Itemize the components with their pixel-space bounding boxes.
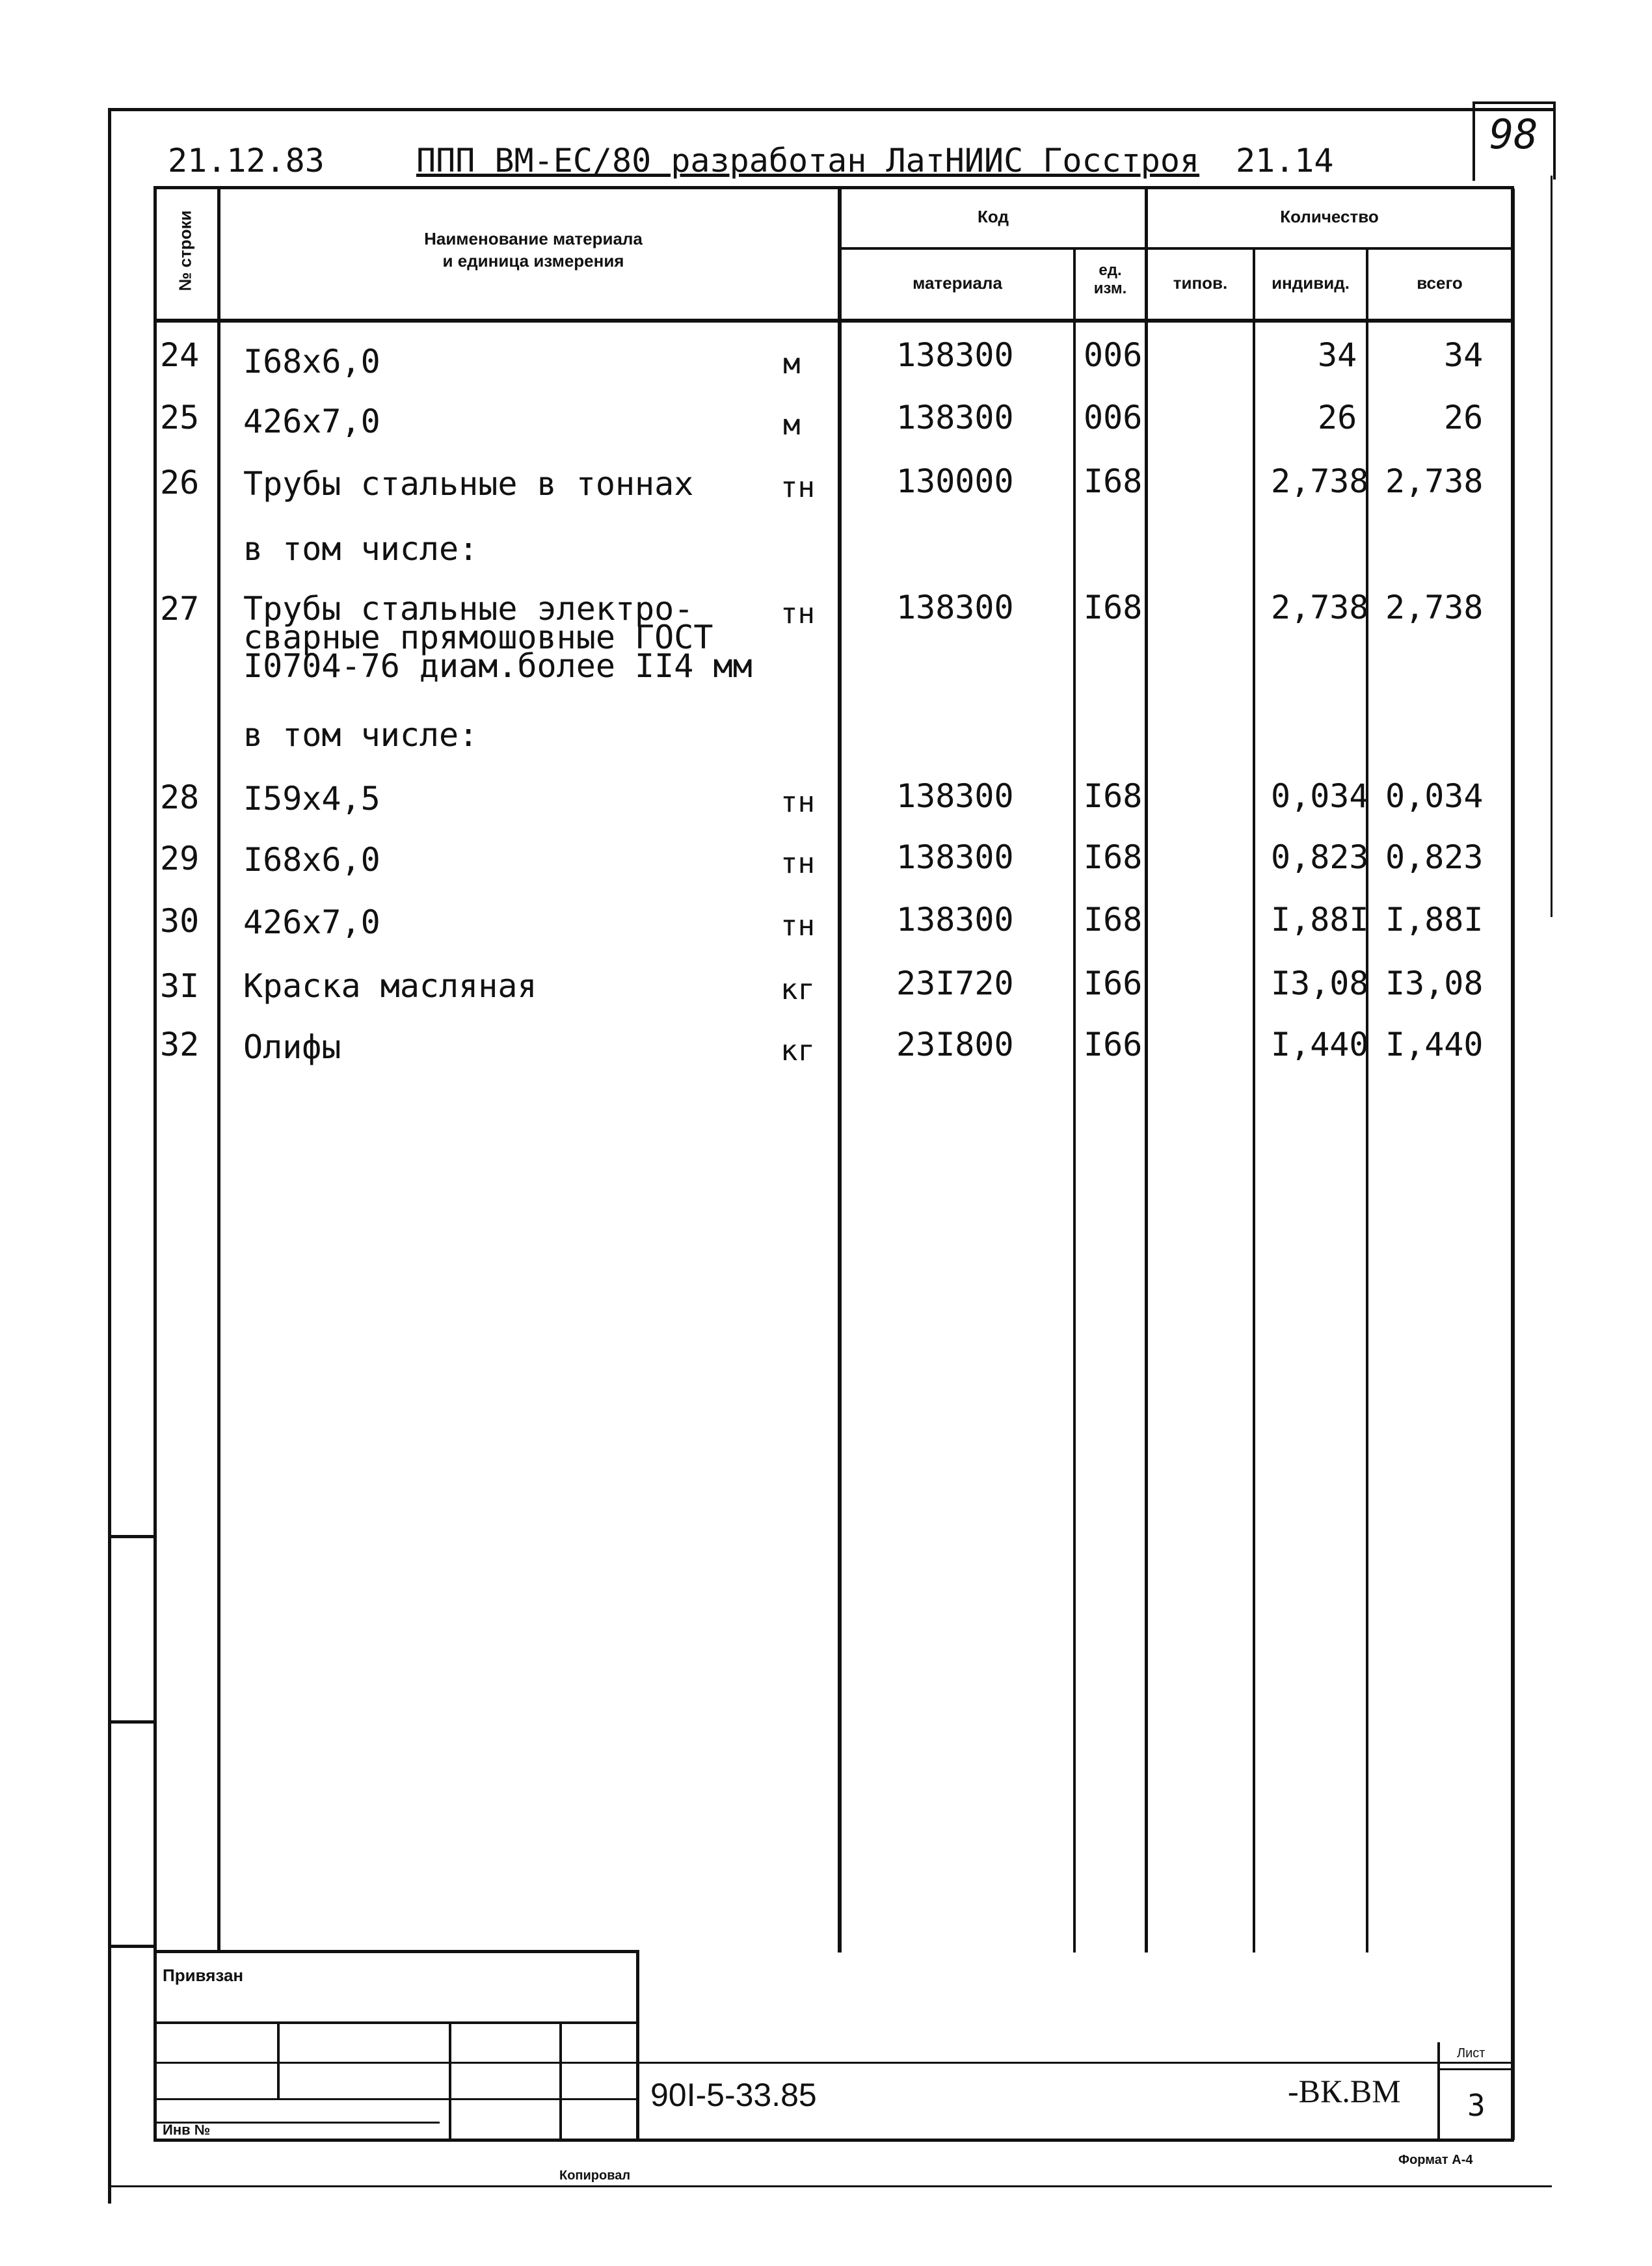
row-no: 26: [160, 464, 200, 501]
row-code: 138300: [896, 589, 1014, 626]
header-row-no: № строки: [175, 210, 195, 291]
row-unit: м: [783, 408, 801, 442]
row-no: 25: [160, 399, 200, 436]
page-number-box-right: [1553, 101, 1556, 180]
row-individual: 34: [1318, 336, 1357, 374]
row-total: 26: [1444, 399, 1484, 436]
header-quantity: Количество: [1280, 207, 1379, 226]
row-unit-code: I68: [1084, 838, 1143, 876]
title-row-line: [153, 2062, 1514, 2064]
top-border: [108, 108, 1556, 111]
stamp-date-left: 21.12.83: [168, 142, 325, 180]
bottom-outer-line: [108, 2185, 1552, 2187]
row-total: 2,738: [1385, 462, 1484, 500]
row-unit: кг: [780, 973, 815, 1006]
col-unit-border: [1145, 186, 1148, 1953]
row-unit: тн: [780, 471, 815, 504]
header-qty-individual: индивид.: [1272, 273, 1350, 293]
row-individual: I,88I: [1271, 901, 1369, 939]
row-name: Краска масляная: [243, 967, 537, 1005]
col-code-border: [1073, 250, 1076, 1953]
row-subheading: в том числе:: [243, 530, 479, 568]
row-unit-code: 006: [1084, 336, 1143, 374]
row-unit-code: I66: [1084, 1026, 1143, 1063]
page-number-box-left: [1472, 103, 1475, 181]
row-unit-code: I68: [1084, 462, 1143, 500]
row-unit-code: I68: [1084, 901, 1143, 939]
row-total: I,88I: [1385, 901, 1484, 939]
row-no: 27: [160, 590, 200, 628]
row-total: I3,08: [1385, 965, 1484, 1002]
row-unit-code: I68: [1084, 589, 1143, 626]
row-name: Трубы стальные в тоннах: [243, 465, 694, 503]
row-no: 24: [160, 336, 200, 374]
col-individual-border: [1366, 250, 1368, 1953]
header-mid-line: [839, 247, 1514, 250]
title-col-line: [449, 2021, 451, 2140]
header-code-unit: ед. изм.: [1093, 261, 1127, 297]
row-unit-code: I66: [1084, 965, 1143, 1002]
row-name: Олифы: [243, 1028, 341, 1066]
row-name: 426x7,0: [243, 403, 380, 440]
row-name: Трубы стальные электро- сварные прямошовные ГОСТ I0704-76 диам.более II4 мм: [243, 590, 753, 685]
header-name: Наименование материала и единица измерения: [424, 229, 643, 271]
row-code: 138300: [896, 399, 1014, 436]
row-code: 23I720: [896, 965, 1014, 1002]
col-left-border: [153, 186, 157, 2140]
row-code: 138300: [896, 777, 1014, 815]
row-no: 30: [160, 902, 200, 940]
row-individual: 0,034: [1271, 777, 1369, 815]
row-unit: м: [783, 347, 801, 380]
sheet-label: Лист: [1457, 2046, 1485, 2060]
col-rowno-border: [217, 186, 220, 1953]
row-unit-code: I68: [1084, 777, 1143, 815]
row-no: 28: [160, 779, 200, 816]
row-unit: кг: [780, 1034, 815, 1067]
table-top-line: [153, 186, 1514, 189]
row-unit: тн: [780, 786, 815, 819]
row-individual: I3,08: [1271, 965, 1369, 1002]
header-qty-typical: типов.: [1173, 273, 1228, 293]
stamp-date-right: 21.14: [1236, 142, 1334, 180]
row-no: 29: [160, 840, 200, 877]
col-name-border: [838, 186, 842, 1953]
page-number-box-top: [1472, 101, 1556, 104]
row-unit-code: 006: [1084, 399, 1143, 436]
format-label: Формат А-4: [1398, 2153, 1473, 2167]
sheet-box-mid: [1437, 2068, 1514, 2070]
sheet-box-left: [1437, 2042, 1440, 2140]
title-col-line: [559, 2021, 562, 2140]
copied-label: Копировал: [559, 2168, 631, 2183]
row-total: 34: [1444, 336, 1484, 374]
left-margin-tick: [108, 1720, 155, 1724]
row-individual: 0,823: [1271, 838, 1369, 876]
row-no: 32: [160, 1026, 200, 1063]
row-no: 3I: [160, 967, 200, 1005]
left-border: [108, 109, 111, 2204]
title-row-line: [153, 2098, 639, 2100]
page-number: 98: [1489, 111, 1538, 158]
left-margin-tick: [108, 1535, 155, 1538]
row-code: 130000: [896, 462, 1014, 500]
bottom-border: [153, 2139, 1514, 2142]
row-total: 2,738: [1385, 589, 1484, 626]
row-name: I59x4,5: [243, 780, 380, 818]
row-individual: 26: [1318, 399, 1357, 436]
sheet-number: 3: [1467, 2088, 1485, 2123]
binding-box-right: [636, 1950, 639, 2140]
row-code: 138300: [896, 901, 1014, 939]
title-col-line: [277, 2021, 280, 2099]
title-row-line: [153, 2021, 639, 2024]
binding-label: Привязан: [163, 1966, 244, 1985]
row-total: 0,823: [1385, 838, 1484, 876]
row-name: 426x7,0: [243, 903, 380, 941]
header-code-material: материала: [913, 273, 1002, 293]
row-code: 138300: [896, 838, 1014, 876]
row-total: I,440: [1385, 1026, 1484, 1063]
right-border: [1511, 189, 1515, 2140]
row-unit: тн: [780, 597, 815, 630]
row-individual: 2,738: [1271, 462, 1369, 500]
doc-code: 90I-5-33.85: [650, 2077, 817, 2113]
header-code: Код: [978, 207, 1009, 226]
header-bottom-line: [153, 319, 1514, 323]
row-individual: 2,738: [1271, 589, 1369, 626]
row-subheading: в том числе:: [243, 716, 479, 754]
inv-no-label: Инв №: [163, 2122, 211, 2138]
doc-suffix: -ВК.ВМ: [1288, 2073, 1401, 2109]
row-name: I68x6,0: [243, 841, 380, 879]
row-unit: тн: [780, 847, 815, 880]
header-qty-total: всего: [1417, 273, 1463, 293]
row-name: I68x6,0: [243, 343, 380, 380]
row-total: 0,034: [1385, 777, 1484, 815]
right-outer-line: [1551, 176, 1552, 917]
col-typical-border: [1253, 250, 1255, 1953]
row-individual: I,440: [1271, 1026, 1369, 1063]
row-unit: тн: [780, 909, 815, 942]
left-margin-tick: [108, 1945, 155, 1948]
stamp-developer-note: ППП ВМ-ЕС/80 разработан ЛатНИИС Госстроя: [416, 142, 1200, 180]
binding-box-top: [153, 1950, 639, 1953]
row-code: 23I800: [896, 1026, 1014, 1063]
row-code: 138300: [896, 336, 1014, 374]
